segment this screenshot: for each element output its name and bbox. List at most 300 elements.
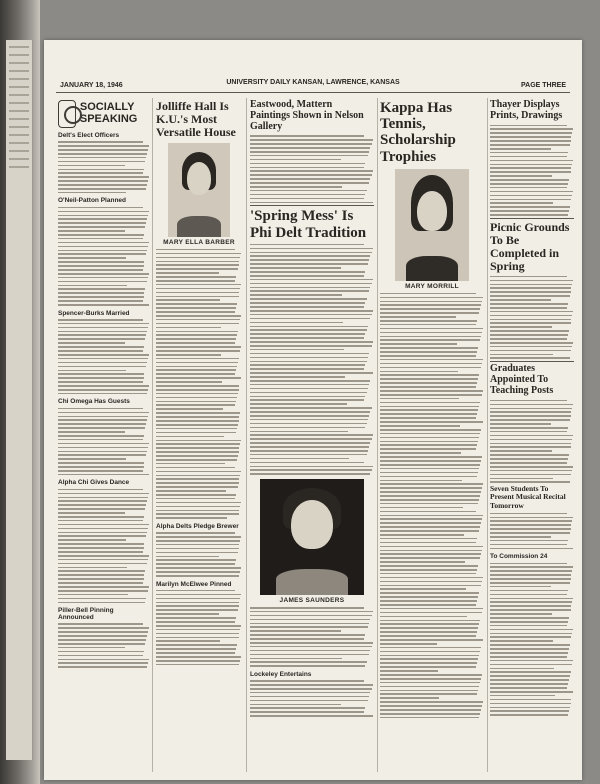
text-line bbox=[58, 149, 148, 151]
text-line bbox=[380, 662, 477, 664]
text-line bbox=[490, 148, 551, 150]
text-line bbox=[380, 452, 461, 454]
text-line bbox=[58, 334, 146, 336]
text-line bbox=[58, 161, 145, 163]
text-line bbox=[380, 324, 476, 326]
text-line bbox=[250, 202, 373, 204]
text-line bbox=[58, 319, 143, 321]
text-line bbox=[380, 631, 477, 633]
text-line bbox=[250, 198, 364, 200]
text-line bbox=[156, 637, 239, 639]
article-body bbox=[250, 680, 374, 717]
text-line bbox=[58, 358, 148, 360]
text-line bbox=[490, 179, 569, 181]
text-line bbox=[380, 343, 457, 345]
text-line bbox=[58, 412, 149, 414]
subhead: Lockeley Entertains bbox=[250, 670, 312, 678]
text-line bbox=[250, 135, 364, 137]
text-line bbox=[490, 598, 573, 600]
text-line bbox=[58, 594, 128, 596]
text-line bbox=[380, 635, 476, 637]
text-line bbox=[250, 392, 367, 394]
text-line bbox=[156, 284, 241, 286]
article-body bbox=[58, 319, 150, 395]
article-body bbox=[156, 532, 242, 576]
text-line bbox=[250, 407, 372, 409]
text-line bbox=[156, 617, 236, 619]
text-line bbox=[58, 443, 149, 445]
text-line bbox=[156, 389, 239, 391]
text-line bbox=[58, 192, 126, 194]
text-line bbox=[156, 377, 241, 379]
text-line bbox=[156, 575, 239, 577]
text-line bbox=[58, 377, 144, 379]
text-line bbox=[156, 652, 235, 654]
text-line bbox=[58, 338, 145, 340]
text-line bbox=[58, 574, 144, 576]
text-line bbox=[490, 633, 572, 635]
text-line bbox=[156, 625, 241, 627]
text-line bbox=[58, 296, 144, 298]
text-line bbox=[490, 675, 570, 677]
text-line bbox=[58, 381, 143, 383]
text-line bbox=[490, 400, 567, 402]
text-line bbox=[250, 715, 373, 717]
text-line bbox=[58, 543, 144, 545]
text-line bbox=[250, 361, 367, 363]
article-body bbox=[490, 513, 574, 550]
text-line bbox=[250, 182, 369, 184]
text-line bbox=[380, 655, 479, 657]
text-line bbox=[380, 538, 477, 540]
text-line bbox=[250, 353, 369, 355]
text-line bbox=[250, 623, 369, 625]
text-line bbox=[156, 540, 240, 542]
text-line bbox=[490, 563, 567, 565]
headline: Thayer Displays Prints, Drawings bbox=[490, 99, 563, 121]
text-line bbox=[156, 475, 240, 477]
text-line bbox=[58, 439, 143, 441]
text-line bbox=[490, 167, 571, 169]
text-line bbox=[156, 342, 235, 344]
text-line bbox=[156, 385, 239, 387]
text-line bbox=[490, 295, 570, 297]
text-line bbox=[490, 671, 571, 673]
text-line bbox=[250, 419, 368, 421]
text-line bbox=[250, 431, 348, 433]
text-line bbox=[250, 403, 347, 405]
text-line bbox=[490, 601, 572, 603]
text-line bbox=[250, 287, 370, 289]
text-line bbox=[490, 578, 571, 580]
text-line bbox=[490, 548, 573, 550]
text-line bbox=[58, 242, 149, 244]
text-line bbox=[380, 413, 477, 415]
text-line bbox=[380, 433, 480, 435]
text-line bbox=[156, 307, 236, 309]
text-line bbox=[250, 396, 365, 398]
text-line bbox=[250, 194, 365, 196]
text-line bbox=[156, 644, 237, 646]
text-line bbox=[58, 427, 145, 429]
column-rule bbox=[487, 98, 488, 772]
text-line bbox=[58, 666, 147, 668]
text-line bbox=[380, 351, 477, 353]
text-line bbox=[156, 288, 240, 290]
column-jolliffe bbox=[156, 98, 242, 772]
text-line bbox=[380, 643, 437, 645]
text-line bbox=[156, 264, 239, 266]
book-binding bbox=[0, 0, 40, 784]
text-line bbox=[156, 268, 238, 270]
text-line bbox=[250, 399, 364, 401]
text-line bbox=[380, 507, 463, 509]
text-line bbox=[58, 250, 147, 252]
text-line bbox=[58, 273, 149, 275]
text-line bbox=[490, 474, 571, 476]
text-line bbox=[250, 368, 364, 370]
text-line bbox=[250, 159, 341, 161]
text-line bbox=[250, 155, 368, 157]
text-line bbox=[380, 553, 481, 555]
text-line bbox=[250, 634, 365, 636]
text-line bbox=[156, 664, 239, 666]
text-line bbox=[490, 191, 573, 193]
text-line bbox=[156, 567, 241, 569]
text-line bbox=[250, 446, 369, 448]
text-line bbox=[250, 458, 349, 460]
text-line bbox=[156, 253, 241, 255]
text-line bbox=[58, 211, 149, 213]
text-line bbox=[250, 174, 372, 176]
text-line bbox=[250, 711, 364, 713]
text-line bbox=[58, 288, 145, 290]
text-line bbox=[58, 516, 144, 518]
text-line bbox=[380, 596, 478, 598]
text-line bbox=[250, 388, 368, 390]
text-line bbox=[250, 326, 368, 328]
text-line bbox=[58, 555, 149, 557]
text-line bbox=[250, 434, 373, 436]
text-line bbox=[380, 406, 479, 408]
text-line bbox=[58, 188, 146, 190]
text-line bbox=[156, 432, 236, 434]
photo-caption: MARY MORRILL bbox=[405, 282, 459, 290]
text-line bbox=[380, 534, 464, 536]
text-line bbox=[250, 314, 372, 316]
headline: Jolliffe Hall Is K.U.'s Most Versatile House bbox=[156, 99, 236, 139]
text-line bbox=[58, 234, 144, 236]
text-line bbox=[58, 323, 149, 325]
text-line bbox=[490, 164, 572, 166]
text-line bbox=[490, 513, 567, 515]
text-line bbox=[380, 402, 480, 404]
text-line bbox=[58, 598, 146, 600]
text-line bbox=[250, 259, 369, 261]
text-line bbox=[490, 195, 572, 197]
text-line bbox=[58, 431, 125, 433]
text-line bbox=[380, 297, 483, 299]
text-line bbox=[156, 393, 238, 395]
text-line bbox=[58, 370, 126, 372]
text-line bbox=[156, 354, 221, 356]
column-title: SOCIALLY SPEAKING bbox=[79, 101, 138, 125]
text-line bbox=[58, 393, 147, 395]
text-line bbox=[380, 600, 477, 602]
text-line bbox=[380, 550, 482, 552]
text-line bbox=[490, 140, 571, 142]
text-line bbox=[58, 366, 146, 368]
text-line bbox=[490, 613, 552, 615]
text-line bbox=[156, 257, 240, 259]
text-line bbox=[380, 308, 480, 310]
text-line bbox=[490, 652, 568, 654]
text-line bbox=[490, 532, 570, 534]
text-line bbox=[58, 300, 143, 302]
text-line bbox=[156, 513, 239, 515]
text-line bbox=[380, 670, 438, 672]
text-line bbox=[490, 679, 569, 681]
text-line bbox=[156, 362, 238, 364]
text-line bbox=[490, 326, 552, 328]
text-line bbox=[156, 648, 236, 650]
text-line bbox=[380, 658, 478, 660]
text-line bbox=[250, 665, 365, 667]
text-line bbox=[58, 567, 127, 569]
text-line bbox=[156, 319, 240, 321]
text-line bbox=[380, 339, 480, 341]
text-line bbox=[250, 337, 364, 339]
text-line bbox=[250, 630, 341, 632]
text-line bbox=[380, 565, 478, 567]
text-line bbox=[156, 292, 239, 294]
text-line bbox=[250, 357, 368, 359]
text-line bbox=[490, 160, 573, 162]
text-line bbox=[156, 459, 237, 461]
text-line bbox=[380, 588, 466, 590]
text-line bbox=[380, 682, 480, 684]
text-line bbox=[250, 684, 373, 686]
text-line bbox=[58, 419, 147, 421]
text-line bbox=[380, 713, 480, 715]
text-line bbox=[58, 458, 126, 460]
text-line bbox=[490, 415, 571, 417]
text-line bbox=[490, 478, 553, 480]
text-line bbox=[380, 409, 478, 411]
text-line bbox=[250, 415, 369, 417]
text-line bbox=[250, 310, 373, 312]
text-line bbox=[58, 141, 143, 143]
text-line bbox=[156, 467, 235, 469]
text-line bbox=[250, 372, 373, 374]
text-line bbox=[380, 347, 478, 349]
text-line bbox=[380, 378, 478, 380]
text-line bbox=[380, 390, 483, 392]
text-line bbox=[156, 590, 235, 592]
text-line bbox=[156, 482, 239, 484]
text-line bbox=[490, 687, 567, 689]
text-line bbox=[250, 263, 368, 265]
text-line bbox=[156, 517, 227, 519]
text-line bbox=[250, 151, 369, 153]
text-line bbox=[58, 218, 147, 220]
portrait-photo bbox=[168, 143, 230, 237]
text-line bbox=[380, 398, 459, 400]
article-body bbox=[490, 400, 574, 483]
text-line bbox=[58, 269, 143, 271]
text-line bbox=[490, 136, 571, 138]
text-line bbox=[490, 303, 568, 305]
text-line bbox=[58, 230, 125, 232]
text-line bbox=[250, 411, 370, 413]
text-line bbox=[490, 187, 567, 189]
subhead: Spencer-Burks Married bbox=[58, 309, 130, 317]
text-line bbox=[58, 157, 146, 159]
subhead: Alpha Chi Gives Dance bbox=[58, 479, 130, 487]
article-body bbox=[58, 623, 150, 667]
subhead: To Commission 24 bbox=[490, 553, 548, 561]
text-line bbox=[250, 473, 370, 475]
text-line bbox=[58, 435, 144, 437]
text-line bbox=[490, 350, 571, 352]
text-line bbox=[156, 443, 240, 445]
text-line bbox=[490, 315, 572, 317]
text-line bbox=[250, 646, 372, 648]
text-line bbox=[156, 299, 220, 301]
text-line bbox=[156, 276, 236, 278]
text-line bbox=[380, 573, 476, 575]
text-line bbox=[250, 341, 373, 343]
text-line bbox=[490, 629, 573, 631]
text-line bbox=[58, 631, 148, 633]
text-line bbox=[156, 605, 239, 607]
text-line bbox=[156, 366, 237, 368]
text-line bbox=[58, 165, 125, 167]
text-line bbox=[380, 448, 476, 450]
text-line bbox=[250, 466, 373, 468]
text-line bbox=[380, 705, 482, 707]
text-line bbox=[156, 660, 240, 662]
text-line bbox=[380, 678, 481, 680]
text-line bbox=[490, 574, 571, 576]
text-line bbox=[250, 704, 341, 706]
text-line bbox=[156, 552, 238, 554]
text-line bbox=[490, 334, 568, 336]
text-line bbox=[156, 404, 235, 406]
headline: Eastwood, Mattern Paintings Shown in Nelson Gallery bbox=[250, 99, 364, 132]
text-line bbox=[250, 190, 367, 192]
text-line bbox=[250, 322, 343, 324]
text-line bbox=[58, 265, 144, 267]
text-line bbox=[490, 683, 568, 685]
text-line bbox=[380, 647, 481, 649]
text-line bbox=[380, 382, 477, 384]
text-line bbox=[156, 544, 239, 546]
text-line bbox=[490, 466, 573, 468]
text-line bbox=[380, 437, 479, 439]
text-line bbox=[380, 581, 482, 583]
text-line bbox=[156, 358, 239, 360]
text-line bbox=[380, 585, 481, 587]
text-line bbox=[58, 602, 145, 604]
text-line bbox=[58, 651, 144, 653]
text-line bbox=[380, 444, 477, 446]
text-line bbox=[156, 613, 219, 615]
text-line bbox=[156, 563, 235, 565]
text-line bbox=[490, 481, 570, 483]
text-line bbox=[58, 532, 147, 534]
text-line bbox=[380, 561, 465, 563]
article-body bbox=[156, 249, 242, 519]
text-line bbox=[250, 427, 365, 429]
headline: Picnic Grounds To Be Completed in Spring bbox=[490, 218, 574, 273]
text-line bbox=[380, 592, 479, 594]
text-line bbox=[58, 226, 145, 228]
text-line bbox=[490, 470, 572, 472]
text-line bbox=[156, 381, 222, 383]
text-line bbox=[58, 582, 143, 584]
text-line bbox=[490, 199, 571, 201]
text-line bbox=[490, 156, 567, 158]
text-line bbox=[380, 616, 467, 618]
text-line bbox=[490, 699, 571, 701]
text-line bbox=[58, 416, 148, 418]
text-line bbox=[490, 707, 570, 709]
text-line bbox=[490, 540, 568, 542]
text-line bbox=[380, 421, 483, 423]
text-line bbox=[58, 222, 146, 224]
text-line bbox=[156, 602, 239, 604]
text-line bbox=[58, 639, 146, 641]
text-line bbox=[490, 566, 573, 568]
text-line bbox=[58, 500, 147, 502]
text-line bbox=[490, 703, 571, 705]
text-line bbox=[156, 261, 239, 263]
text-line bbox=[250, 298, 367, 300]
text-line bbox=[156, 346, 241, 348]
text-line bbox=[156, 494, 236, 496]
text-line bbox=[380, 336, 481, 338]
column-kappa bbox=[380, 98, 484, 772]
text-line bbox=[58, 578, 144, 580]
text-line bbox=[380, 651, 480, 653]
text-line bbox=[156, 556, 219, 558]
text-line bbox=[58, 354, 149, 356]
photo-caption: JAMES SAUNDERS bbox=[279, 596, 345, 604]
text-line bbox=[58, 207, 143, 209]
text-line bbox=[58, 238, 143, 240]
text-line bbox=[490, 570, 572, 572]
text-line bbox=[380, 542, 476, 544]
text-line bbox=[156, 327, 221, 329]
text-line bbox=[250, 380, 370, 382]
text-line bbox=[58, 559, 148, 561]
text-line bbox=[58, 184, 147, 186]
text-line bbox=[380, 394, 482, 396]
text-line bbox=[490, 152, 568, 154]
text-line bbox=[156, 338, 236, 340]
text-line bbox=[490, 656, 567, 658]
text-line bbox=[490, 536, 551, 538]
text-line bbox=[490, 307, 567, 309]
text-line bbox=[490, 319, 571, 321]
text-line bbox=[490, 125, 567, 127]
text-line bbox=[156, 478, 239, 480]
text-line bbox=[490, 454, 569, 456]
text-line bbox=[490, 280, 573, 282]
text-line bbox=[58, 327, 148, 329]
text-line bbox=[58, 153, 147, 155]
